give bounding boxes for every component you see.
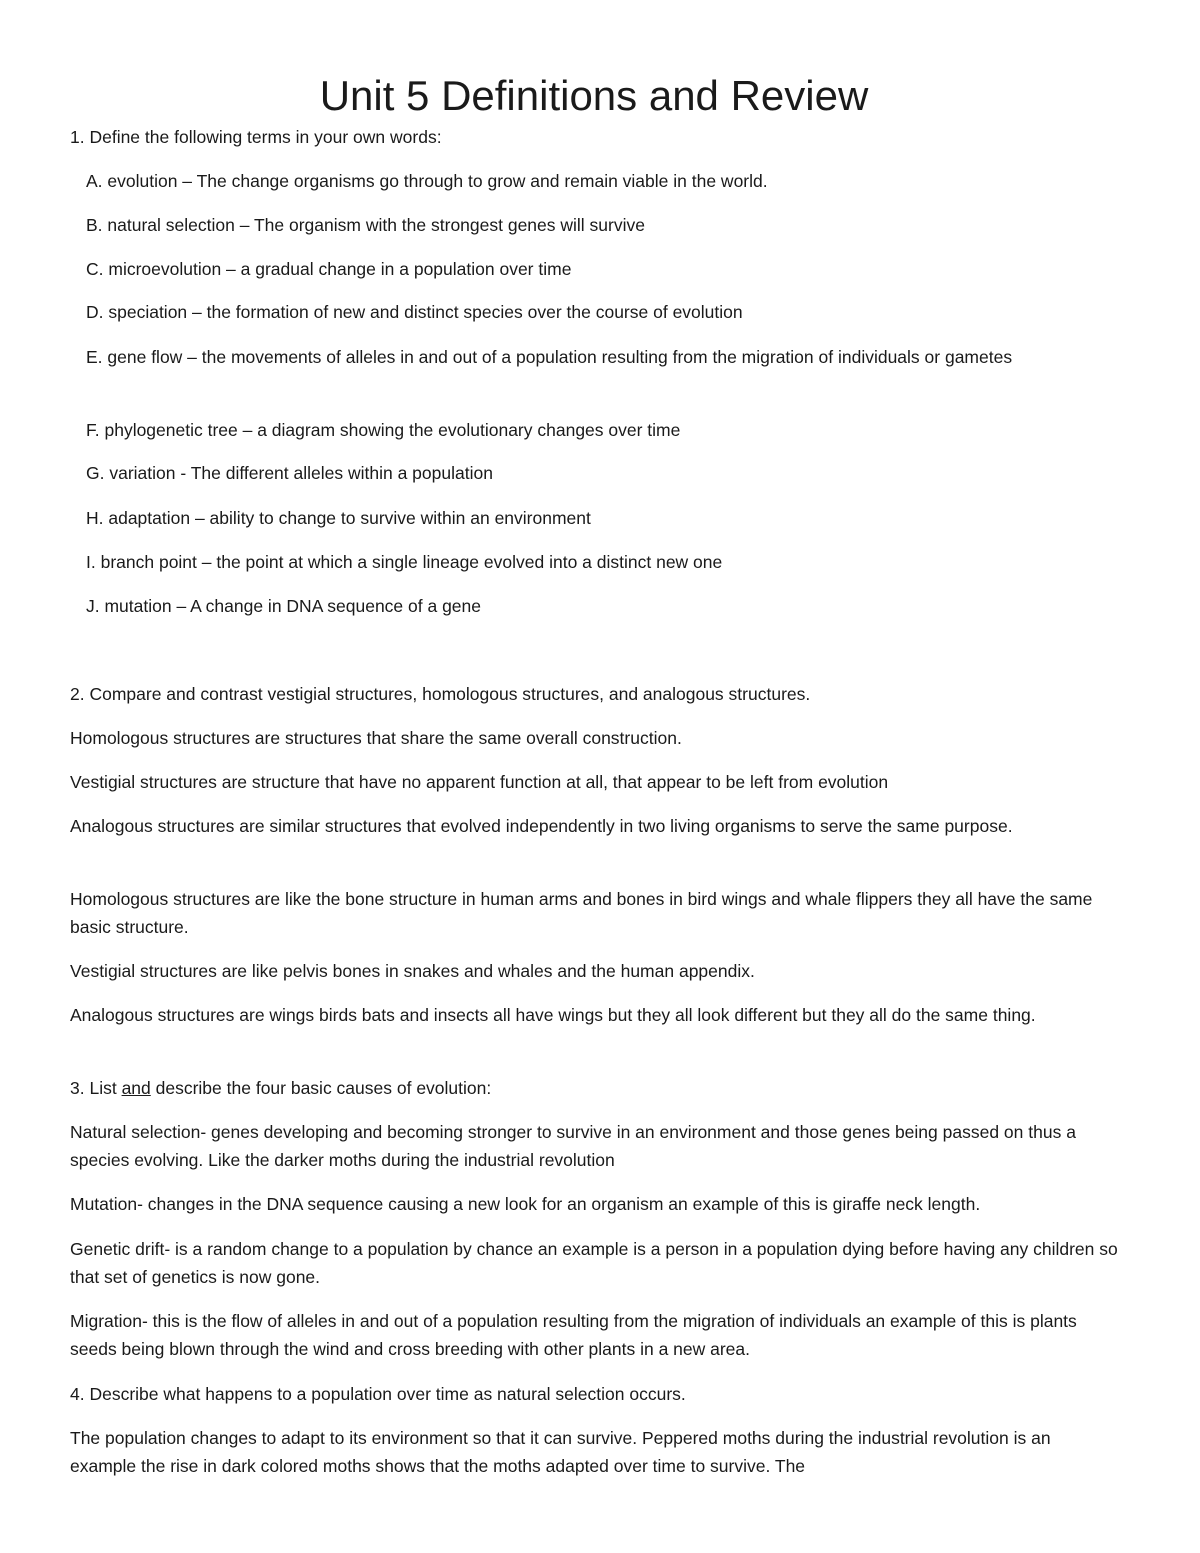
definition-mutation: J. mutation – A change in DNA sequence of a gene	[86, 596, 481, 616]
question-1-prompt: 1. Define the following terms in your own words:	[70, 127, 442, 147]
question-3-prompt-end: describe the four basic causes of evolution:	[150, 1078, 492, 1098]
question-4-prompt: 4. Describe what happens to a population over time as natural selection occurs.	[70, 1384, 686, 1404]
definition-natural-selection: B. natural selection – The organism with the strongest genes will survive	[86, 215, 645, 235]
answer-3-natural-selection: Natural selection- genes developing and becoming stronger to survive in an environment and those genes being passed on thus a species evolving. Like the darker moths during the industrial revolution	[70, 1122, 1076, 1170]
answer-2-homologous: Homologous structures are structures that share the same overall construction.	[70, 728, 682, 748]
definition-gene-flow: E. gene flow – the movements of alleles in and out of a population resulting from the migration of individuals or gametes	[86, 347, 1013, 367]
question-2-prompt: 2. Compare and contrast vestigial structures, homologous structures, and analogous structures.	[70, 684, 811, 704]
definition-microevolution: C. microevolution – a gradual change in a population over time	[86, 259, 572, 279]
answer-2-homologous-example: Homologous structures are like the bone structure in human arms and bones in bird wings and whale flippers they all have the same basic structure.	[70, 889, 1093, 937]
definition-speciation: D. speciation – the formation of new and distinct species over the course of evolution	[86, 302, 743, 322]
answer-2-vestigial-example: Vestigial structures are like pelvis bones in snakes and whales and the human appendix.	[70, 961, 755, 981]
definition-variation: G. variation - The different alleles within a population	[86, 463, 493, 483]
definition-evolution: A. evolution – The change organisms go through to grow and remain viable in the world.	[86, 171, 768, 191]
answer-2-analogous: Analogous structures are similar structures that evolved independently in two living organisms to serve the same purpose.	[70, 816, 1013, 836]
answer-3-migration: Migration- this is the flow of alleles in and out of a population resulting from the migration of individuals an example of this is plants seeds being blown through the wind and cross breeding with other plants in a new area.	[70, 1311, 1077, 1359]
page-title: Unit 5 Definitions and Review	[319, 72, 869, 119]
answer-2-vestigial: Vestigial structures are structure that have no apparent function at all, that appear to be left from evolution	[70, 772, 889, 792]
question-3-prompt-start: 3. List	[70, 1078, 122, 1098]
answer-2-analogous-example: Analogous structures are wings birds bats and insects all have wings but they all look different but they all do the same thing.	[70, 1005, 1036, 1025]
question-3-prompt	[70, 1074, 1130, 1102]
question-3-prompt-underlined: and	[121, 1078, 151, 1098]
answer-4-population-change: The population changes to adapt to its environment so that it can survive. Peppered moths during the industrial revolution is an example the rise in dark colored moths shows that the moths adapted over time to survive. The	[70, 1428, 1051, 1476]
answer-3-mutation: Mutation- changes in the DNA sequence causing a new look for an organism an example of this is giraffe neck length.	[70, 1194, 981, 1214]
definition-branch-point: I. branch point – the point at which a single lineage evolved into a distinct new one	[86, 552, 723, 572]
definition-adaptation: H. adaptation – ability to change to survive within an environment	[86, 508, 591, 528]
answer-3-genetic-drift: Genetic drift- is a random change to a population by chance an example is a person in a population dying before having any children so that set of genetics is now gone.	[70, 1239, 1118, 1287]
definition-phylogenetic-tree: F. phylogenetic tree – a diagram showing the evolutionary changes over time	[86, 420, 681, 440]
